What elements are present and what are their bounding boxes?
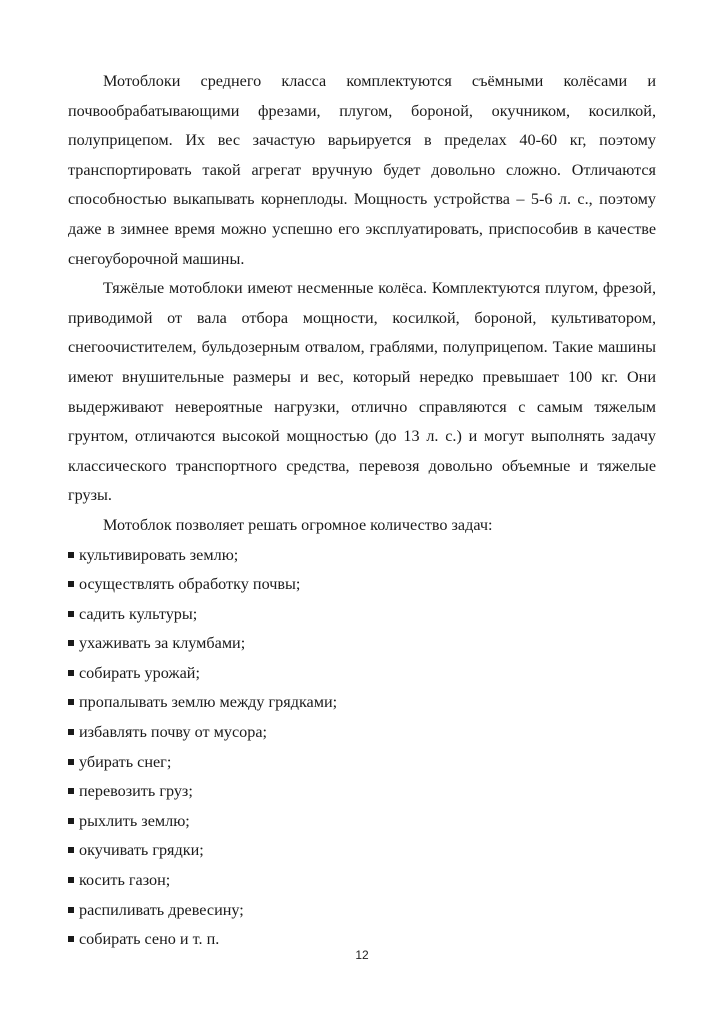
bullet-icon [68,907,74,913]
list-item: косить газон; [68,866,656,896]
list-item: избавлять почву от мусора; [68,718,656,748]
list-item: убирать снег; [68,748,656,778]
list-item: собирать сено и т. п. [68,925,656,955]
paragraph-medium-class: Мотоблоки среднего класса комплектуются съёмными колёсами и почвообрабатывающими фрезами, плугом, бороной, окучником, косилкой, полуприцепом. Их вес зачастую варьируется в пределах 40-60 кг, поэтому транспортировать такой агрегат вручную будет довольно сложно. Отличаются способностью выкапывать корнеплоды. Мощность устройства – 5-6 л. с., поэтому даже в зимнее время можно успешно его эксплуатировать, приспособив в качестве снегоуборочной машины. [68,72,656,268]
page-number: 12 [355,948,369,962]
bullet-icon [68,847,74,853]
bullet-icon [68,759,74,765]
bullet-icon [68,699,74,705]
list-item: рыхлить землю; [68,807,656,837]
list-item: распиливать древесину; [68,896,656,926]
bullet-icon [68,670,74,676]
bullet-icon [68,818,74,824]
list-item: садить культуры; [68,600,656,630]
list-item: культивировать землю; [68,541,656,571]
list-item: собирать урожай; [68,659,656,689]
paragraph-heavy-class: Тяжёлые мотоблоки имеют несменные колёса. Комплектуются плугом, фрезой, приводимой от вала отбора мощности, косилкой, бороной, культиватором, снегоочистителем, бульдозерным отвалом, граблями, полуприцепом. Такие машины имеют внушительные размеры и вес, который нередко превышает 100 кг. Они выдерживают невероятные нагрузки, отлично справляются с самым тяжелым грунтом, отличаются высокой мощностью (до 13 л. с.) и могут выполнять задачу классического транспортного средства, перевозя довольно объемные и тяжелые грузы. [68,279,656,505]
body-text [68,67,656,955]
list-item: перевозить груз; [68,777,656,807]
bullet-icon [68,788,74,794]
tasks-list [68,541,656,955]
list-item: пропалывать землю между грядками; [68,688,656,718]
list-item: окучивать грядки; [68,836,656,866]
bullet-icon [68,640,74,646]
bullet-icon [68,611,74,617]
list-item: осуществлять обработку почвы; [68,570,656,600]
bullet-icon [68,936,74,942]
bullet-icon [68,729,74,735]
bullet-icon [68,552,74,558]
list-intro: Мотоблок позволяет решать огромное количество задач: [103,515,493,534]
bullet-icon [68,581,74,587]
list-item: ухаживать за клумбами; [68,629,656,659]
bullet-icon [68,877,74,883]
